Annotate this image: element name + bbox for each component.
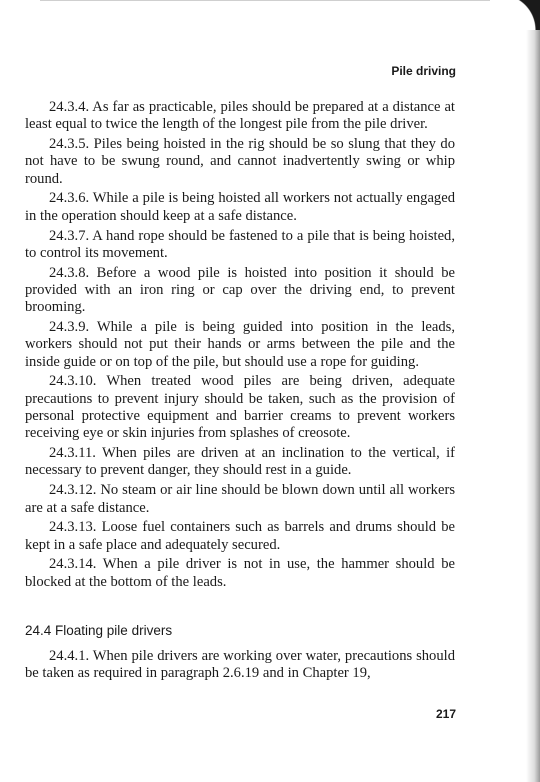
- paragraph-24-3-6: 24.3.6. While a pile is being hoisted all workers not actually engaged in the operation should keep at a safe distance.: [25, 190, 455, 224]
- section-heading: 24.4 Floating pile drivers: [25, 623, 173, 638]
- body-text: [25, 99, 455, 594]
- running-head: Pile driving: [391, 64, 456, 78]
- top-edge-rule: [40, 0, 490, 1]
- paragraph-24-3-11: 24.3.11. When piles are driven at an inclination to the vertical, if necessary to prevent danger, they should rest in a guide.: [25, 445, 455, 479]
- paragraph-24-3-13: 24.3.13. Loose fuel containers such as barrels and drums should be kept in a safe place and adequately secured.: [25, 519, 455, 553]
- paragraph-24-3-4: 24.3.4. As far as practicable, piles should be prepared at a distance at least equal to twice the length of the longest pile from the pile driver.: [25, 99, 455, 133]
- paragraph-24-3-8: 24.3.8. Before a wood pile is hoisted into position it should be provided with an iron ring or cap over the driving end, to prevent brooming.: [25, 264, 455, 316]
- paragraph-24-3-14: 24.3.14. When a pile driver is not in use, the hammer should be blocked at the bottom of the leads.: [25, 556, 455, 590]
- paragraph-24-4-1: 24.4.1. When pile drivers are working over water, precautions should be taken as required in paragraph 2.6.19 and in Chapter 19,: [25, 648, 455, 682]
- paragraph-24-3-12: 24.3.12. No steam or air line should be blown down until all workers are at a safe distance.: [25, 482, 455, 516]
- paragraph-24-3-9: 24.3.9. While a pile is being guided into position in the leads, workers should not put their hands or arms between the pile and the inside guide or on top of the pile, but should use a rope for guiding.: [25, 319, 455, 370]
- page-number: 217: [435, 707, 456, 721]
- paragraph-24-3-5: 24.3.5. Piles being hoisted in the rig should be so slung that they do not have to be swung round, and cannot inadvertently swing or whip round.: [25, 136, 455, 187]
- section-body-text: [25, 648, 455, 685]
- paragraph-24-3-7: 24.3.7. A hand rope should be fastened to a pile that is being hoisted, to control its movement.: [25, 227, 455, 261]
- page-corner: [500, 0, 540, 30]
- paragraph-24-3-10: 24.3.10. When treated wood piles are being driven, adequate precautions to prevent injury should be taken, such as the provision of personal protective equipment and barrier creams to prevent workers receiving eye or skin injuries from splashes of creosote.: [25, 373, 455, 442]
- page-edge-shadow: [526, 0, 540, 782]
